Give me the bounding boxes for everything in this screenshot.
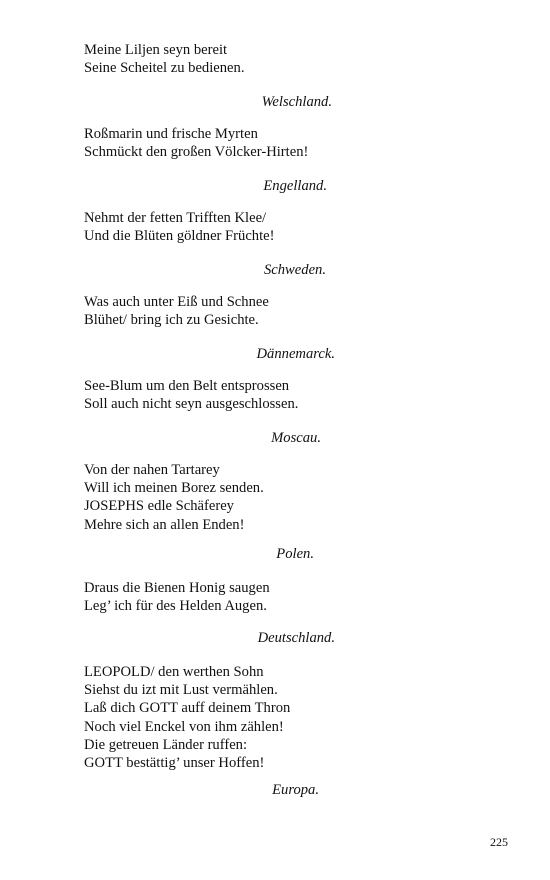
- stanza: [84, 663, 464, 772]
- verse-line: Meine Liljen seyn bereit: [84, 42, 228, 58]
- speaker-heading: Polen.: [276, 546, 314, 562]
- speaker-heading: Engelland.: [263, 178, 327, 194]
- speaker-heading: Europa.: [272, 782, 319, 798]
- stanza: [84, 41, 464, 77]
- speaker-heading: Moscau.: [271, 430, 321, 446]
- speaker-heading: Dännemarck.: [256, 346, 335, 362]
- stanza: [84, 377, 464, 413]
- stanza: [84, 579, 464, 615]
- verse-line: Und die Blüten göldner Früchte!: [84, 228, 275, 245]
- verse-line: JOSEPHS edle Schäferey: [84, 498, 234, 515]
- verse-line: Roßmarin und frische Myrten: [84, 126, 258, 142]
- verse-line: Leg’ ich für des Helden Augen.: [84, 598, 267, 615]
- stanza: [84, 209, 464, 245]
- verse-line: Seine Scheitel zu bedienen.: [84, 60, 245, 77]
- speaker-heading: Schweden.: [263, 262, 326, 278]
- verse-line: Laß dich GOTT auff deinem Thron: [84, 700, 291, 717]
- verse-line: LEOPOLD/ den werthen Sohn: [84, 664, 264, 680]
- verse-line: Will ich meinen Borez senden.: [84, 480, 264, 497]
- verse-line: Schmückt den großen Völcker-Hirten!: [84, 144, 309, 161]
- stanza: [84, 461, 464, 534]
- stanza: [84, 125, 464, 161]
- verse-line: Die getreuen Länder ruffen:: [84, 736, 248, 753]
- verse-line: Was auch unter Eiß und Schnee: [84, 294, 269, 310]
- verse-line: Noch viel Enckel von ihm zählen!: [84, 718, 284, 735]
- stanza: [84, 293, 464, 329]
- verse-line: Blühet/ bring ich zu Gesichte.: [84, 312, 259, 329]
- speaker-heading: Welschland.: [261, 94, 332, 110]
- verse-line: See-Blum um den Belt entsprossen: [84, 378, 290, 394]
- verse-line: Von der nahen Tartarey: [84, 462, 220, 478]
- verse-line: GOTT bestättig’ unser Hoffen!: [84, 755, 265, 772]
- verse-line: Soll auch nicht seyn ausgeschlossen.: [84, 396, 299, 413]
- verse-line: Draus die Bienen Honig saugen: [84, 580, 270, 596]
- verse-line: Mehre sich an allen Enden!: [84, 516, 245, 533]
- verse-line: Siehst du izt mit Lust vermählen.: [84, 682, 278, 699]
- speaker-heading: Deutschland.: [257, 630, 335, 646]
- page-number: 225: [490, 835, 508, 849]
- verse-line: Nehmt der fetten Trifften Klee/: [84, 210, 267, 226]
